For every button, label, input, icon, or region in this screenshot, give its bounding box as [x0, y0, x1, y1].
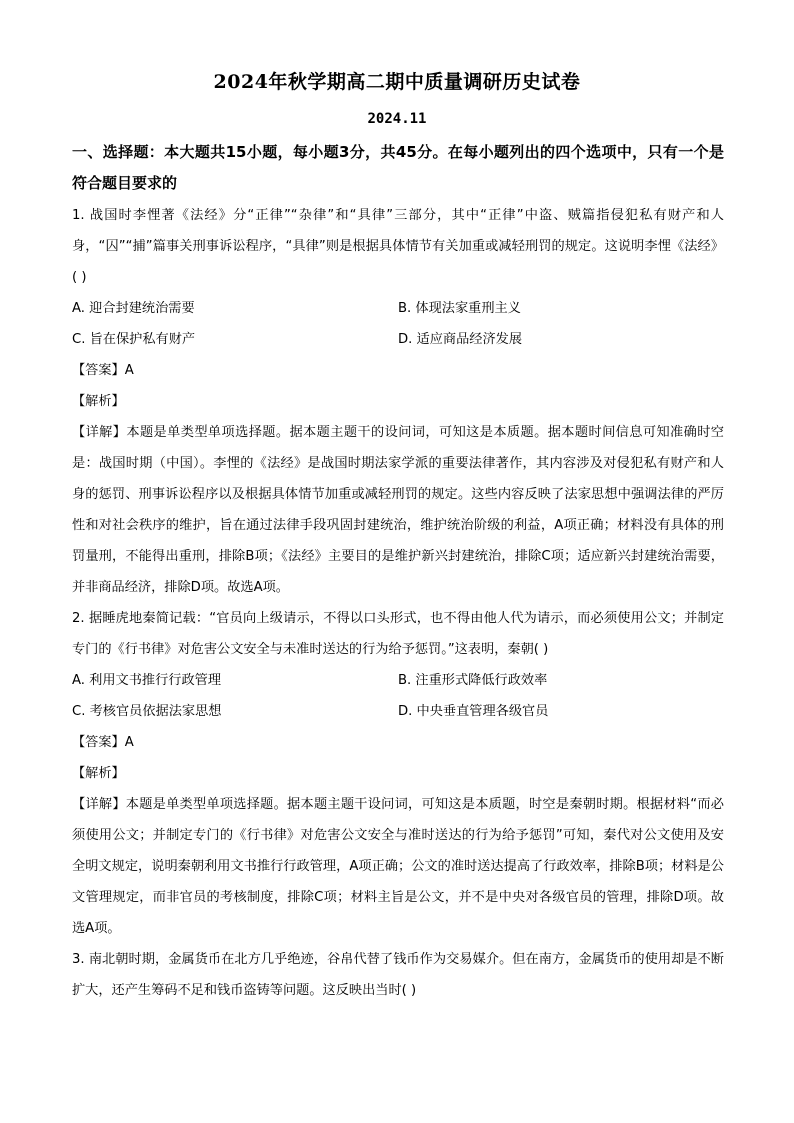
- question-2-detail: 【详解】本题是单类型单项选择题。据本题主题干设问词，可知这是本质题，时空是秦朝时期。根据材料“而必须使用公文；并制定专门的《行书律》对危害公文安全与准时送达的行为给予惩罚”可知，秦代对公文使用及安全明文规定，说明秦朝利用文书推行行政管理，A项正确；公文的准时送达提高了行政效率，排除B项；材料是公文管理规定，而非官员的考核制度，排除C项；材料主旨是公文，并不是中央对各级官员的管理，排除D项。故选A项。: [72, 797, 724, 936]
- question-2-option-d: D. 中央垂直管理各级官员: [398, 704, 549, 719]
- question-1-answer: 【答案】A: [72, 363, 134, 378]
- question-2-answer: 【答案】A: [72, 735, 134, 750]
- question-2-option-b: B. 注重形式降低行政效率: [398, 673, 548, 688]
- question-1-option-c: C. 旨在保护私有财产: [72, 332, 196, 347]
- question-2-stem: 2. 据睡虎地秦简记载：“官员向上级请示，不得以口头形式，也不得由他人代为请示，而必须使用公文；并制定专门的《行书律》对危害公文安全与未准时送达的行为给予惩罚。”这表明，秦朝( ): [72, 611, 724, 657]
- question-1-option-b: B. 体现法家重刑主义: [398, 301, 521, 316]
- question-1-detail: 【详解】本题是单类型单项选择题。据本题主题干的设问词，可知这是本质题。据本题时间信息可知准确时空是：战国时期（中国）。李悝的《法经》是战国时期法家学派的重要法律著作，其内容涉及对侵犯私有财产和人身的惩罚、刑事诉讼程序以及根据具体情节加重或减轻刑罚的规定。这些内容反映了法家思想中强调法律的严厉性和对社会秩序的维护，旨在通过法律手段巩固封建统治，维护统治阶级的利益，A项正确；材料没有具体的刑罚量刑，不能得出重刑，排除B项；《法经》主要目的是维护新兴封建统治，排除C项；适应新兴封建统治需要，并非商品经济，排除D项。故选A项。: [72, 425, 724, 595]
- question-1-stem: 1. 战国时李悝著《法经》分“正律”“杂律”和“具律”三部分，其中“正律”中盗、贼篇指侵犯私有财产和人身，“囚”“捕”篇事关刑事诉讼程序，“具律”则是根据具体情节有关加重或减轻刑罚的规定。这说明李悝《法经》( ): [72, 208, 724, 285]
- question-1-options: [72, 293, 724, 355]
- question-1-analysis-label: 【解析】: [72, 394, 125, 409]
- question-2-option-a: A. 利用文书推行行政管理: [72, 673, 222, 688]
- question-1-option-a: A. 迎合封建统治需要: [72, 301, 195, 316]
- question-3-stem: 3. 南北朝时期，金属货币在北方几乎绝迹，谷帛代替了钱币作为交易媒介。但在南方，金属货币的使用却是不断扩大，还产生筹码不足和钱币盗铸等问题。这反映出当时( ): [72, 952, 724, 998]
- exam-body: [72, 200, 724, 1006]
- exam-date: 2024.11: [367, 111, 427, 127]
- question-2-options: [72, 665, 724, 727]
- section-heading: 一、选择题：本大题共15小题，每小题3分，共45分。在每小题列出的四个选项中，只有一个是符合题目要求的: [72, 143, 724, 192]
- exam-title: 2024年秋学期高二期中质量调研历史试卷: [213, 71, 581, 93]
- question-2-option-c: C. 考核官员依据法家思想: [72, 704, 222, 719]
- question-1-option-d: D. 适应商品经济发展: [398, 332, 523, 347]
- question-2-analysis-label: 【解析】: [72, 766, 125, 781]
